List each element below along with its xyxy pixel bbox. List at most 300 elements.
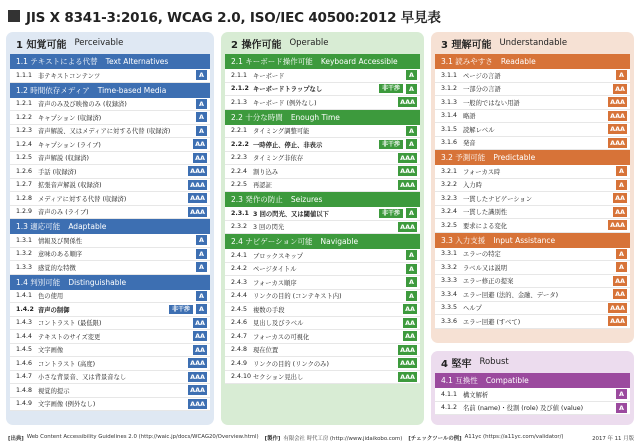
conformance-level-badge: A [196, 99, 207, 109]
guideline-section [435, 54, 630, 150]
criterion-row [435, 165, 630, 179]
guideline-title-en: Keyboard Accessible [320, 57, 398, 66]
criterion-name: 3 回の閃光 [253, 224, 285, 232]
criterion-row [225, 330, 420, 344]
criterion-row [10, 69, 210, 83]
guideline-heading [435, 54, 630, 69]
guideline-title-en: Adaptable [68, 222, 107, 231]
criterion-row [225, 357, 420, 371]
criterion-name: 見出し及びラベル [253, 320, 304, 328]
criterion-row [435, 69, 630, 83]
criterion-name: キーボード (例外なし) [253, 99, 317, 107]
criterion-number: 2.2.1 [231, 127, 248, 135]
criterion-name: エラー回避 (すべて) [463, 318, 521, 326]
footer-date: 2017 年 11 月版 [592, 436, 634, 442]
criterion-name: 音声の制御 [38, 306, 70, 314]
conformance-level-badge: AAA [610, 317, 625, 326]
principle-operable [221, 32, 424, 425]
criterion-name: 色の使用 [38, 293, 64, 301]
guideline-title-en: Compatible [485, 376, 529, 385]
guideline-heading [10, 219, 210, 234]
criterion-name: 情報及び関係性 [38, 237, 83, 245]
criterion-row [225, 125, 420, 139]
guideline-section [435, 233, 630, 329]
criterion-number: 3.1.3 [441, 98, 458, 106]
criterion-name: 音声解説、又はメディアに対する代替 (収録済) [38, 128, 171, 136]
conformance-level-badge: A [196, 249, 207, 259]
guideline-heading [10, 54, 210, 69]
conformance-level-badge: AAA [190, 167, 205, 176]
criterion-row [225, 96, 420, 110]
conformance-level-badge: AAA [400, 222, 415, 231]
conformance-level-badge: AA [195, 318, 205, 327]
criterion-row [10, 330, 210, 344]
criterion-name: タイミング非依存 [253, 155, 304, 163]
criterion-row [10, 206, 210, 220]
guideline-section [10, 275, 210, 412]
criterion-name: 名前 (name)・役割 (role) 及び値 (value) [463, 405, 584, 413]
conformance-level-badge: AAA [610, 125, 625, 134]
principle-title: 3 理解可能 [441, 39, 492, 51]
criterion-number: 3.3.2 [441, 263, 458, 271]
conformance-level-badge: AA [615, 194, 625, 203]
guideline-heading [225, 192, 420, 207]
conformance-level-badge: AAA [190, 399, 205, 408]
criterion-number: 2.1.2 [231, 85, 249, 93]
conformance-level-badge: A [406, 208, 417, 218]
footer-tool: A11yc (https://a11yc.com/validator/) [464, 434, 564, 440]
criterion-row [10, 303, 210, 317]
criterion-name: タイミング調整可能 [253, 128, 310, 136]
criterion-number: 2.4.4 [231, 292, 248, 300]
conformance-level-badge: A [406, 250, 417, 260]
criterion-number: 2.4.5 [231, 305, 248, 313]
criterion-number: 2.2.5 [231, 181, 248, 189]
conformance-level-badge: AAA [400, 345, 415, 354]
conformance-level-badge: AAA [400, 180, 415, 189]
criterion-number: 1.3.2 [16, 250, 33, 258]
criterion-row [225, 303, 420, 317]
criterion-number: 3.1.4 [441, 112, 458, 120]
footer-producer-label: [製作] [264, 436, 281, 442]
conformance-level-badge: A [406, 139, 417, 149]
criterion-number: 1.2.7 [16, 181, 33, 189]
criterion-number: 2.4.8 [231, 346, 248, 354]
criterion-row [435, 206, 630, 220]
criterion-number: 2.4.2 [231, 265, 248, 273]
criterion-number: 1.4.1 [16, 292, 33, 300]
criterion-name: 3 回の閃光、又は閾値以下 [253, 210, 329, 218]
criterion-row [435, 302, 630, 316]
criterion-number: 1.2.8 [16, 194, 33, 202]
criterion-number: 3.2.5 [441, 221, 458, 229]
conformance-level-badge: A [616, 166, 627, 176]
criterion-number: 3.2.3 [441, 194, 458, 202]
criterion-number: 4.1.1 [441, 390, 458, 398]
guideline-title-en: Time-based Media [97, 85, 167, 95]
conformance-level-badge: AA [195, 140, 205, 149]
conformance-level-badge: AAA [400, 372, 415, 381]
guideline-title: 2.4 ナビゲーション可能 [231, 237, 313, 246]
criterion-name: 一部分の言語 [463, 86, 501, 94]
criterion-name: 小さな背景音、又は背景音なし [38, 374, 127, 382]
criterion-row [10, 138, 210, 152]
criterion-row [10, 317, 210, 331]
criterion-name: テキストのサイズ変更 [38, 333, 101, 341]
conformance-level-badge: A [196, 291, 207, 301]
criterion-number: 2.2.4 [231, 167, 248, 175]
conformance-level-badge: A [196, 70, 207, 80]
guideline-heading [435, 233, 630, 248]
criterion-row [10, 125, 210, 139]
criterion-row [10, 192, 210, 206]
criterion-name: 音声のみ (ライブ) [38, 209, 89, 217]
guideline-title: 3.3 入力支援 [441, 235, 486, 245]
page-title [8, 5, 441, 27]
criterion-row [225, 344, 420, 358]
criterion-number: 3.3.3 [441, 277, 458, 285]
criterion-number: 2.2.3 [231, 154, 248, 162]
criterion-row [435, 388, 630, 402]
conformance-level-badge: AA [615, 276, 625, 285]
criterion-row [10, 290, 210, 304]
criterion-name: 現在位置 [253, 347, 279, 355]
guideline-title-en: Readable [500, 57, 536, 66]
criterion-row [10, 384, 210, 398]
criterion-name: キーボードトラップなし [253, 86, 323, 94]
criterion-number: 2.3.2 [231, 223, 248, 231]
criterion-number: 3.3.5 [441, 304, 458, 312]
criterion-name: キャプション (ライブ) [38, 141, 101, 149]
criterion-row [225, 207, 420, 221]
criterion-name: ブロックスキップ [253, 252, 304, 260]
criterion-name: 再認証 [253, 182, 272, 190]
criterion-name: リンクの目的 (コンテキスト内) [253, 293, 342, 301]
criterion-row [435, 288, 630, 302]
criterion-row [225, 221, 420, 235]
criterion-number: 1.1.1 [16, 71, 33, 79]
criterion-number: 1.2.3 [16, 127, 33, 135]
conformance-level-badge: AAA [610, 303, 625, 312]
conformance-level-badge: A [196, 126, 207, 136]
guideline-title: 4.1 互換性 [441, 376, 478, 385]
criterion-row [435, 315, 630, 329]
criterion-number: 1.2.5 [16, 154, 33, 162]
conformance-level-badge: AAA [610, 221, 625, 230]
principle-title: 2 操作可能 [231, 39, 282, 51]
criterion-row [225, 138, 420, 152]
criterion-name: 構文解析 [463, 391, 489, 399]
criterion-name: ヘルプ [463, 305, 482, 313]
guideline-title: 1.2 時間依存メディア [16, 85, 90, 95]
criterion-name: メディアに対する代替 (収録済) [38, 195, 127, 203]
guideline-heading [225, 234, 420, 249]
guideline-title-en: Distinguishable [68, 277, 127, 287]
criterion-number: 2.4.9 [231, 359, 248, 367]
conformance-level-badge: A [406, 126, 417, 136]
criterion-name: キャプション (収録済) [38, 114, 102, 122]
conformance-level-badge: AAA [610, 98, 625, 107]
criterion-row [225, 69, 420, 83]
conformance-level-badge: A [616, 389, 627, 399]
criterion-name: フォーカス順序 [253, 279, 297, 287]
conformance-level-badge: A [406, 70, 417, 80]
guideline-title: 1.4 判別可能 [16, 277, 61, 287]
non-interference-badge: 非干渉 [379, 209, 403, 218]
guideline-section [10, 219, 210, 275]
principle-perceivable [6, 32, 214, 425]
conformance-level-badge: AAA [400, 359, 415, 368]
conformance-level-badge: AAA [610, 111, 625, 120]
conformance-level-badge: A [406, 264, 417, 274]
criterion-name: 要求による変化 [463, 222, 508, 230]
conformance-level-badge: AA [405, 332, 415, 341]
criterion-row [435, 402, 630, 416]
guideline-section [435, 373, 630, 415]
conformance-level-badge: AA [195, 332, 205, 341]
conformance-level-badge: AA [615, 290, 625, 299]
conformance-level-badge: A [196, 235, 207, 245]
guideline-heading [10, 275, 210, 290]
criterion-name: フォーカス時 [463, 168, 501, 176]
guideline-title-en: Text Alternatives [105, 57, 169, 66]
criterion-name: ラベル又は説明 [463, 264, 508, 272]
criterion-row [225, 317, 420, 331]
guideline-section [225, 110, 420, 193]
criterion-row [225, 371, 420, 385]
criterion-number: 2.4.3 [231, 278, 248, 286]
guideline-section [225, 54, 420, 110]
conformance-level-badge: AAA [190, 359, 205, 368]
criterion-name: ページの言語 [463, 72, 501, 80]
conformance-level-badge: AA [195, 153, 205, 162]
guideline-section [435, 150, 630, 233]
criterion-name: 音声のみ及び映像のみ (収録済) [38, 101, 127, 109]
criterion-number: 3.3.4 [441, 290, 458, 298]
criterion-number: 2.4.1 [231, 251, 248, 259]
criterion-number: 3.3.1 [441, 250, 458, 258]
criterion-row [10, 111, 210, 125]
conformance-level-badge: A [616, 403, 627, 413]
conformance-level-badge: A [616, 70, 627, 80]
criterion-number: 3.1.6 [441, 139, 458, 147]
guideline-title-en: Enough Time [290, 112, 340, 122]
criterion-name: 感覚的な特徴 [38, 264, 76, 272]
criterion-name: 読解レベル [463, 126, 495, 134]
criterion-row [435, 261, 630, 275]
criterion-name: コントラスト (最低限) [38, 320, 102, 328]
criterion-number: 2.4.7 [231, 332, 248, 340]
guideline-title-en: Seizures [290, 195, 323, 204]
criterion-name: エラーの特定 [463, 251, 501, 259]
criterion-row [225, 276, 420, 290]
conformance-level-badge: A [406, 277, 417, 287]
conformance-level-badge: AAA [190, 372, 205, 381]
guideline-heading [225, 110, 420, 125]
footer-tool-label: [チェックツールの例] [408, 436, 462, 442]
criterion-row [10, 234, 210, 248]
guideline-section [10, 54, 210, 83]
conformance-level-badge: AA [615, 207, 625, 216]
criterion-row [435, 248, 630, 262]
criterion-number: 1.4.7 [16, 373, 33, 381]
criterion-row [10, 165, 210, 179]
criterion-number: 1.4.4 [16, 332, 33, 340]
guideline-title: 1.1 テキストによる代替 [16, 57, 98, 66]
guideline-section [225, 234, 420, 384]
criterion-number: 2.2.2 [231, 140, 249, 148]
criterion-row [435, 219, 630, 233]
conformance-level-badge: AAA [610, 138, 625, 147]
criterion-row [435, 110, 630, 124]
criterion-number: 3.2.2 [441, 181, 458, 189]
conformance-level-badge: A [616, 249, 627, 259]
conformance-level-badge: AAA [400, 98, 415, 107]
criterion-name: ページタイトル [253, 266, 297, 274]
criterion-number: 1.4.2 [16, 305, 34, 313]
non-interference-badge: 非干渉 [379, 140, 403, 149]
criterion-name: エラー修正の提案 [463, 278, 514, 286]
guideline-title-en: Predictable [493, 153, 536, 162]
principle-title: 4 堅牢 [441, 358, 472, 370]
criterion-row [10, 152, 210, 166]
criterion-row [435, 96, 630, 110]
guideline-title: 3.1 読みやすさ [441, 57, 493, 66]
principle-title: 1 知覚可能 [16, 39, 67, 51]
criterion-name: 文字画像 [38, 347, 64, 355]
criterion-name: 拡張音声解説 (収録済) [38, 182, 102, 190]
conformance-level-badge: A [196, 112, 207, 122]
conformance-level-badge: A [196, 262, 207, 272]
guideline-title: 2.1 キーボード操作可能 [231, 57, 313, 66]
criterion-number: 3.2.4 [441, 208, 458, 216]
guideline-title: 1.3 適応可能 [16, 222, 61, 231]
conformance-level-badge: AA [615, 84, 625, 93]
criterion-row [435, 137, 630, 151]
criterion-name: 一時停止、停止、非表示 [253, 141, 323, 149]
criterion-row [10, 357, 210, 371]
criterion-row [225, 290, 420, 304]
criterion-row [10, 261, 210, 275]
non-interference-badge: 非干渉 [379, 84, 403, 93]
guideline-title: 2.2 十分な時間 [231, 112, 283, 122]
principle-understandable [431, 32, 634, 343]
footer [8, 434, 634, 442]
guideline-heading [435, 150, 630, 165]
criterion-name: 手話 (収録済) [38, 168, 77, 176]
conformance-level-badge: A [616, 180, 627, 190]
criterion-name: 入力時 [463, 182, 482, 190]
criterion-number: 3.3.6 [441, 317, 458, 325]
criterion-row [435, 123, 630, 137]
principle-title-en: Understandable [499, 38, 568, 48]
guideline-heading [10, 83, 210, 98]
conformance-level-badge: A [616, 262, 627, 272]
guideline-title: 3.2 予測可能 [441, 153, 486, 162]
criterion-name: 一貫したナビゲーション [463, 195, 533, 203]
criterion-row [10, 248, 210, 262]
footer-source: Web Content Accessibility Guidelines 2.0 (http://waic.jp/docs/WCAG20/Overview.html) [26, 434, 259, 440]
conformance-level-badge: A [196, 304, 207, 314]
criterion-number: 3.1.2 [441, 85, 458, 93]
criterion-name: コントラスト (高度) [38, 360, 96, 368]
criterion-row [10, 344, 210, 358]
criterion-row [10, 371, 210, 385]
criterion-name: 非テキストコンテンツ [38, 72, 101, 80]
criterion-number: 1.3.1 [16, 236, 33, 244]
criterion-number: 3.2.1 [441, 167, 458, 175]
criterion-name: 一般的ではない用語 [463, 99, 520, 107]
criterion-name: 略語 [463, 113, 476, 121]
guideline-section [10, 83, 210, 220]
criterion-number: 1.2.2 [16, 113, 33, 121]
criterion-number: 2.4.6 [231, 319, 248, 327]
criterion-row [225, 179, 420, 193]
footer-source-label: [出典] [8, 436, 24, 442]
criterion-name: エラー回避 (法的、金融、データ) [463, 291, 559, 299]
criterion-name: 割り込み [253, 168, 279, 176]
criterion-row [225, 165, 420, 179]
criterion-number: 1.2.4 [16, 140, 33, 148]
criterion-number: 1.3.3 [16, 263, 33, 271]
title-square-icon [8, 10, 20, 22]
criterion-row [225, 83, 420, 97]
criterion-name: キーボード [253, 72, 285, 80]
conformance-level-badge: AA [195, 345, 205, 354]
criterion-number: 3.1.1 [441, 71, 458, 79]
principle-title-en: Operable [289, 38, 329, 48]
non-interference-badge: 非干渉 [169, 305, 193, 314]
criterion-number: 1.2.1 [16, 100, 33, 108]
conformance-level-badge: AAA [400, 167, 415, 176]
principle-heading [221, 32, 424, 54]
criterion-name: 視覚的提示 [38, 387, 70, 395]
principle-title-en: Robust [479, 357, 509, 367]
criterion-name: 複数の手段 [253, 306, 285, 314]
guideline-title-en: Input Assistance [493, 235, 556, 245]
footer-producer: 有限会社 時代工房 (http://www.jidaikobo.com) [283, 436, 403, 442]
criterion-row [435, 83, 630, 97]
conformance-level-badge: AA [405, 305, 415, 314]
guideline-heading [435, 373, 630, 388]
criterion-name: 文字画像 (例外なし) [38, 401, 96, 409]
principle-heading [431, 32, 634, 54]
criterion-number: 1.4.3 [16, 319, 33, 327]
criterion-number: 2.4.10 [231, 373, 252, 381]
conformance-level-badge: AAA [190, 386, 205, 395]
guideline-title: 2.3 発作の防止 [231, 195, 283, 204]
criterion-number: 1.4.6 [16, 359, 33, 367]
criterion-row [10, 398, 210, 412]
criterion-row [225, 152, 420, 166]
conformance-level-badge: AAA [190, 207, 205, 216]
criterion-row [435, 275, 630, 289]
criterion-name: 音声解説 (収録済) [38, 155, 89, 163]
principle-title-en: Perceivable [74, 38, 124, 48]
criterion-row [435, 192, 630, 206]
criterion-row [225, 263, 420, 277]
guideline-heading [225, 54, 420, 69]
conformance-level-badge: AAA [190, 194, 205, 203]
criterion-number: 2.1.1 [231, 71, 248, 79]
criterion-number: 1.4.5 [16, 346, 33, 354]
criterion-name: フォーカスの可視化 [253, 333, 310, 341]
page-title-text: JIS X 8341-3:2016, WCAG 2.0, ISO/IEC 40500:2012 早見表 [26, 10, 441, 26]
conformance-level-badge: AA [405, 318, 415, 327]
conformance-level-badge: A [406, 291, 417, 301]
criterion-number: 1.4.9 [16, 400, 33, 408]
criterion-row [225, 249, 420, 263]
